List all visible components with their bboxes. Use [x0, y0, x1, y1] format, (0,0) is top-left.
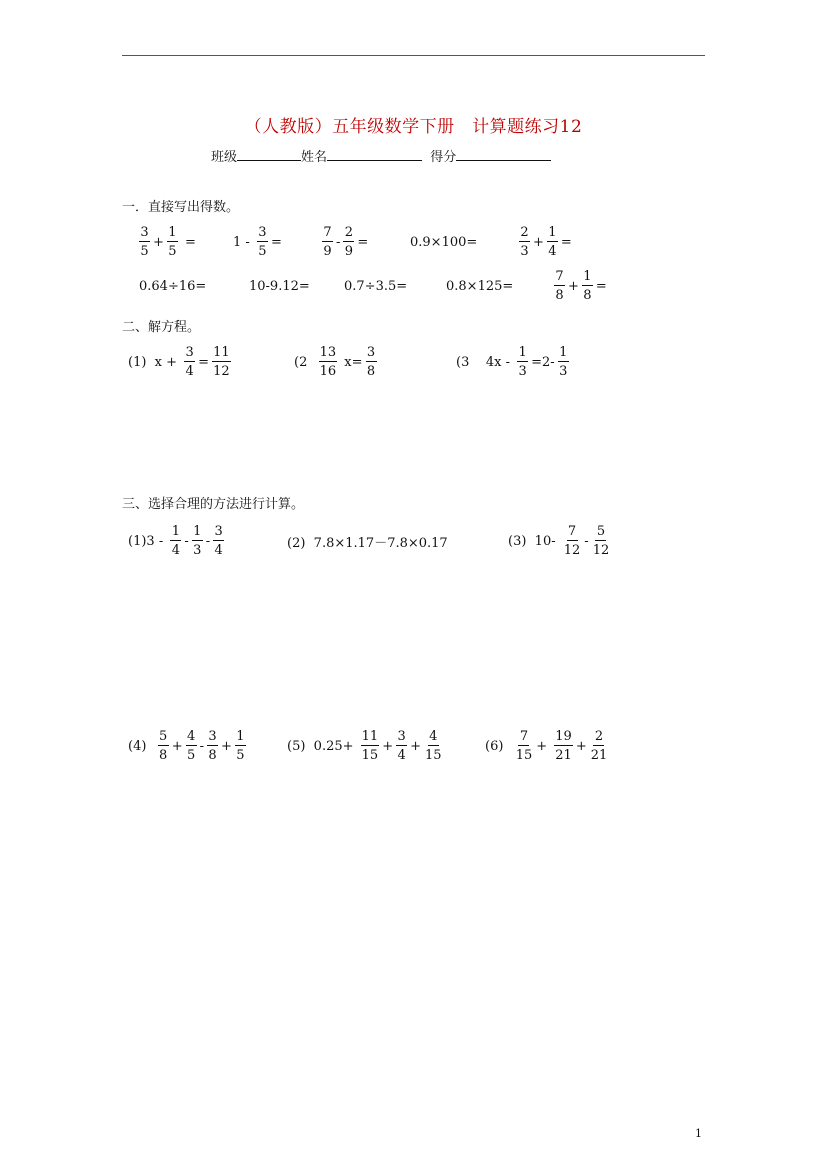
fraction-denominator: 9 [323, 244, 332, 259]
fraction-denominator: 8 [366, 364, 376, 379]
header-rule [122, 55, 705, 56]
fraction-denominator: 4 [548, 244, 557, 259]
fraction-numerator: 7 [519, 729, 529, 744]
fraction-denominator: 5 [258, 244, 267, 259]
fraction-numerator: 2 [594, 729, 604, 744]
fraction-numerator: 1 [171, 524, 180, 539]
problem-1c [320, 222, 369, 262]
expression-text: 0.8×125= [446, 278, 514, 294]
fraction-numerator: 1 [168, 225, 177, 240]
fraction-numerator: 3 [140, 225, 149, 240]
fraction-numerator: 1 [583, 269, 592, 284]
fraction-denominator: 12 [563, 543, 581, 558]
expression-text: (5) 0.25+ [287, 738, 358, 754]
fraction-numerator: 7 [555, 269, 564, 284]
fraction [213, 525, 224, 557]
expression-text: 0.9×100= [410, 234, 478, 250]
fraction-numerator: 7 [567, 524, 577, 539]
fraction [554, 270, 565, 302]
expression-text: (3 4x - [456, 354, 515, 370]
problem-1a [137, 222, 197, 262]
expression-text: + [153, 234, 164, 250]
fraction [517, 346, 528, 378]
fraction-numerator: 4 [429, 729, 438, 744]
fraction [590, 730, 609, 762]
fraction [170, 525, 181, 557]
fraction-numerator: 2 [344, 225, 354, 240]
fraction-numerator: 3 [208, 729, 217, 744]
fraction-denominator: 21 [590, 748, 608, 763]
expression-text: = [270, 234, 282, 250]
fraction-denominator: 3 [518, 364, 527, 379]
fraction [361, 730, 380, 762]
expression-text: (2) 7.8×1.17－7.8×0.17 [287, 535, 448, 551]
fraction-denominator: 15 [361, 748, 379, 763]
fraction-denominator: 4 [185, 364, 194, 379]
fraction-denominator: 4 [397, 748, 406, 763]
expression-text: = [180, 234, 196, 250]
problem-1h [343, 266, 408, 306]
student-info-line [211, 146, 551, 165]
expression-text: + [221, 738, 232, 754]
expression-text: + [533, 234, 544, 250]
section3-heading: 三、选择合理的方法进行计算。 [122, 497, 305, 512]
fraction [515, 730, 534, 762]
fraction-numerator: 11 [361, 729, 379, 744]
fraction-denominator: 8 [555, 288, 564, 303]
calc-3b [286, 521, 449, 561]
fraction-denominator: 12 [213, 364, 230, 379]
fraction-denominator: 8 [583, 288, 592, 303]
fraction-numerator: 1 [559, 345, 568, 360]
fraction [582, 270, 593, 302]
problem-1f [138, 266, 207, 306]
expression-text: + [536, 738, 552, 754]
expression-text: 1 - [233, 234, 254, 250]
fraction [212, 346, 231, 378]
fraction [343, 226, 354, 258]
calc-3a [127, 521, 226, 561]
expression-text: - [584, 533, 589, 549]
fraction-denominator: 5 [168, 244, 177, 259]
calc-3d [127, 726, 248, 766]
expression-text: + [171, 738, 183, 754]
fraction-numerator: 3 [366, 345, 376, 360]
expression-text: - [199, 738, 204, 754]
page-title: （人教版）五年级数学下册 计算题练习12 [244, 117, 583, 137]
expression-text: = [357, 234, 369, 250]
fraction-numerator: 1 [548, 225, 557, 240]
expression-text: - [336, 234, 341, 250]
fraction-denominator: 16 [319, 364, 337, 379]
fraction-numerator: 7 [323, 225, 332, 240]
expression-text: 0.64÷16= [139, 278, 207, 294]
fraction-denominator: 3 [193, 543, 202, 558]
score-blank[interactable] [456, 148, 551, 161]
expression-text: (4) [128, 738, 155, 754]
expression-text: + [575, 738, 587, 754]
expression-text: + [382, 738, 394, 754]
fraction-denominator: 15 [515, 748, 533, 763]
fraction [366, 346, 377, 378]
expression-text: = [198, 354, 210, 370]
expression-text: =2- [531, 354, 555, 370]
fraction [554, 730, 573, 762]
fraction-numerator: 11 [213, 345, 230, 360]
fraction-denominator: 5 [186, 748, 196, 763]
fraction [139, 226, 150, 258]
fraction [167, 226, 178, 258]
fraction-denominator: 8 [208, 748, 217, 763]
expression-text: = [560, 234, 572, 250]
expression-text: 10-9.12= [249, 278, 310, 294]
equation-2c [455, 342, 571, 382]
fraction-numerator: 19 [555, 729, 572, 744]
fraction-numerator: 1 [193, 524, 202, 539]
fraction-denominator: 9 [344, 244, 354, 259]
problem-1e [517, 222, 573, 262]
fraction [186, 730, 197, 762]
fraction-denominator: 3 [559, 364, 568, 379]
fraction-denominator: 21 [555, 748, 572, 763]
expression-text: 0.7÷3.5= [344, 278, 408, 294]
expression-text: - [184, 533, 189, 549]
equation-2a [127, 342, 233, 382]
fraction-denominator: 8 [159, 748, 168, 763]
expression-text: (6) [485, 738, 512, 754]
expression-text: - [205, 533, 211, 549]
fraction [319, 346, 338, 378]
fraction [192, 525, 203, 557]
problem-1i [445, 266, 514, 306]
name-label: 姓名 [301, 150, 328, 165]
fraction [235, 730, 246, 762]
name-blank[interactable] [327, 148, 422, 161]
class-blank[interactable] [237, 148, 301, 161]
fraction-denominator: 4 [214, 543, 223, 558]
fraction-numerator: 13 [319, 345, 337, 360]
fraction-numerator: 3 [258, 225, 267, 240]
fraction [558, 346, 569, 378]
fraction-numerator: 1 [236, 729, 245, 744]
fraction-numerator: 4 [186, 729, 196, 744]
equation-2b [293, 342, 379, 382]
fraction-denominator: 5 [236, 748, 245, 763]
fraction [257, 226, 268, 258]
fraction [563, 525, 582, 557]
problem-1b [232, 222, 283, 262]
section2-heading: 二、解方程。 [122, 320, 201, 335]
fraction [184, 346, 195, 378]
fraction-numerator: 1 [518, 345, 527, 360]
class-label: 班级 [211, 150, 238, 165]
fraction-denominator: 15 [425, 748, 442, 763]
calc-3f [484, 726, 610, 766]
problem-1d [409, 222, 478, 262]
fraction-numerator: 3 [185, 345, 194, 360]
calc-3e [286, 726, 445, 766]
fraction [592, 525, 611, 557]
expression-text: + [410, 738, 422, 754]
problem-1j [552, 266, 608, 306]
expression-text: (1)3 - [128, 533, 168, 549]
fraction-denominator: 4 [171, 543, 180, 558]
expression-text: x= [340, 354, 363, 370]
calc-3c [507, 521, 612, 561]
fraction [207, 730, 218, 762]
expression-text: = [595, 278, 607, 294]
fraction-numerator: 3 [397, 729, 406, 744]
fraction-numerator: 5 [159, 729, 168, 744]
fraction [158, 730, 169, 762]
fraction [519, 226, 530, 258]
fraction [396, 730, 407, 762]
expression-text: (1) x + [128, 354, 182, 370]
fraction [424, 730, 443, 762]
expression-text: (2 [294, 354, 316, 370]
fraction-numerator: 3 [214, 524, 223, 539]
problem-1g [248, 266, 311, 306]
fraction [547, 226, 558, 258]
expression-text: + [568, 278, 579, 294]
section1-heading: 一．直接写出得数。 [122, 200, 240, 215]
fraction-denominator: 3 [520, 244, 529, 259]
page-number: 1 [695, 1127, 702, 1140]
score-label: 得分 [430, 150, 457, 165]
fraction-denominator: 5 [140, 244, 149, 259]
fraction-numerator: 5 [596, 524, 606, 539]
expression-text: (3) 10- [508, 533, 560, 549]
fraction-denominator: 12 [592, 543, 610, 558]
fraction [322, 226, 333, 258]
fraction-numerator: 2 [520, 225, 529, 240]
